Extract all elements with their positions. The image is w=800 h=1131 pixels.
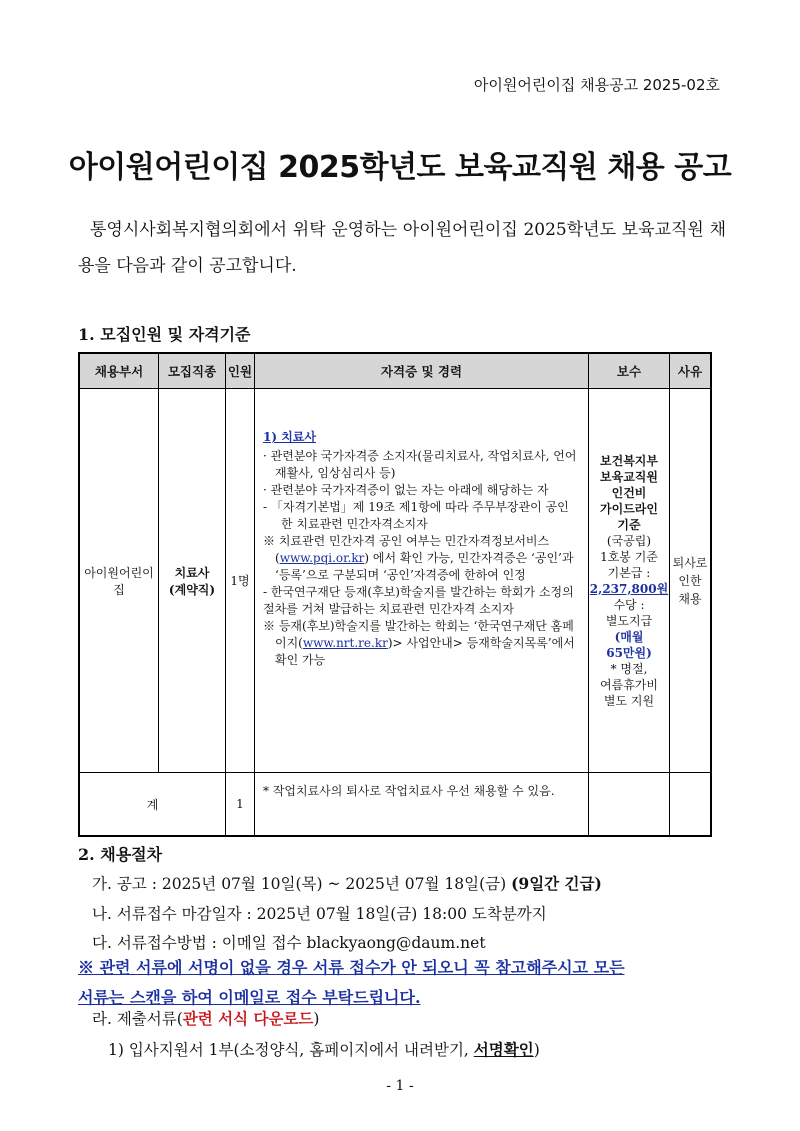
pay-amount: 2,237,800원 [589,581,669,596]
qual-line: · 관련분야 국가자격증 소지자(물리치료사, 작업치료사, 언어재활사, 임상심리사 등) [263,449,577,480]
qual-text: ※ 등재(후보)학술지를 발간하는 학회는 ‘한국연구재단 홈페이지( [263,619,574,650]
doc-item-text: ) [533,1041,540,1059]
document-number: 아이원어린이집 채용공고 2025-02호 [473,76,720,94]
header-qualification: 자격증 및 경력 [255,353,589,389]
pay-line: 여름휴가비 [600,677,658,692]
pay-line: 보육교직원 [600,469,658,484]
notice-line: ※ 관련 서류에 서명이 없을 경우 서류 접수가 안 되오니 꼭 참고해주시고 모든 [78,958,625,977]
announcement-duration: (9일간 긴급) [511,874,602,893]
table-header-row [79,353,711,389]
total-label: 계 [79,773,226,837]
qual-text: )> 사업안내> 등재학술지목록’에서 확인 가능 [275,636,575,667]
table-row [79,389,711,773]
header-reason: 사유 [670,353,712,389]
cell-count: 1명 [226,389,255,773]
header-count: 인원 [226,353,255,389]
total-pay-empty [589,773,670,837]
table-total-row [79,773,711,837]
qual-line: - 한국연구재단 등재(후보)학술지를 발간하는 학회가 소정의 절차를 거쳐 발급하는 치료관련 민간자격 소지자 [263,585,574,616]
procedure-deadline: 나. 서류접수 마감일자 : 2025년 07월 18일(금) 18:00 도착분까지 [92,905,547,923]
announcement-text: 가. 공고 : 2025년 07월 10일(목) ~ 2025년 07월 18일(금) [92,875,512,893]
pay-line: 가이드라인 [600,501,658,516]
intro-paragraph [78,212,726,284]
qual-line: · 관련분야 국가자격증이 없는 자는 아래에 해당하는 자 [263,483,549,497]
position-type: (계약직) [168,582,216,597]
header-pay: 보수 [589,353,670,389]
pay-line: 기준 [617,517,641,532]
form-download-link[interactable]: 관련 서식 다운로드 [182,1009,314,1028]
total-note: * 작업치료사의 퇴사로 작업치료사 우선 채용할 수 있음. [255,773,589,837]
qual-line [263,618,578,669]
section2-heading: 2. 채용절차 [78,845,163,864]
qual-text: ※ 치료관련 민간자격 공인 여부는 민간자격정보서비스( [263,534,550,565]
total-reason-empty [670,773,712,837]
pay-line: * 명절, [610,661,648,676]
pqi-link[interactable]: www.pqi.or.kr [279,551,365,565]
qual-text: ) 에서 확인 가능, 민간자격증은 ‘공인’과 ‘등록’으로 구분되며 ‘공인’자격증에 한하여 인정 [275,551,574,582]
pay-line: 기본급 : [607,565,651,580]
reason-line: 채용 [678,591,702,606]
header-position: 모집직종 [159,353,226,389]
pay-line: 별도 지원 [603,693,655,708]
notice-line: 서류는 스캔을 하여 이메일로 접수 부탁드립니다. [78,988,421,1007]
pay-line: 1호봉 기준 [600,549,658,564]
signature-notice [78,953,726,1013]
signature-required: 서명확인 [473,1040,534,1059]
qual-title: 1) 치료사 [263,430,316,444]
nrf-link[interactable]: www.nrt.re.kr [302,636,388,650]
section1-heading: 1. 모집인원 및 자격기준 [78,325,251,344]
document-item-1 [108,1038,540,1060]
pay-line: 보건복지부 [600,453,658,468]
doc-item-text: 1) 입사지원서 1부(소정양식, 홈페이지에서 내려받기, [108,1041,474,1059]
cell-position [159,389,226,773]
pay-monthly-amount: 65만원) [606,645,652,660]
pay-line: 인건비 [611,485,647,500]
position-title: 치료사 [174,565,210,580]
procedure-documents [92,1007,319,1029]
cell-reason [670,389,712,773]
cell-dept: 아이원어린이집 [79,389,159,773]
header-dept: 채용부서 [79,353,159,389]
documents-text: 라. 제출서류( [92,1010,183,1028]
pay-line: 수당 : [613,597,645,612]
procedure-announcement [92,872,602,894]
pay-line: (국공립) [606,533,652,548]
qual-line [263,533,578,584]
cell-qualification [255,389,589,773]
intro-text: 통영시사회복지협의회에서 위탁 운영하는 아이원어린이집 2025학년도 보육교직원 채용을 다음과 같이 공고합니다. [78,220,726,276]
reason-line: 퇴사로 [672,555,708,570]
qual-line: - 「자격기본법」제 19조 제1항에 따라 주무부장관이 공인한 치료관련 민간자격소지자 [263,500,569,531]
page-title: 아이원어린이집 2025학년도 보육교직원 채용 공고 [68,150,732,185]
page-number: - 1 - [386,1078,414,1094]
documents-text: ) [313,1010,320,1028]
total-count: 1 [226,773,255,837]
reason-line: 인한 [678,573,702,588]
pay-line: 별도지급 [605,613,653,628]
recruitment-table [78,352,712,837]
pay-monthly: (매월 [614,629,644,644]
cell-pay [589,389,670,773]
procedure-method: 다. 서류접수방법 : 이메일 접수 blackyaong@daum.net [92,934,486,952]
